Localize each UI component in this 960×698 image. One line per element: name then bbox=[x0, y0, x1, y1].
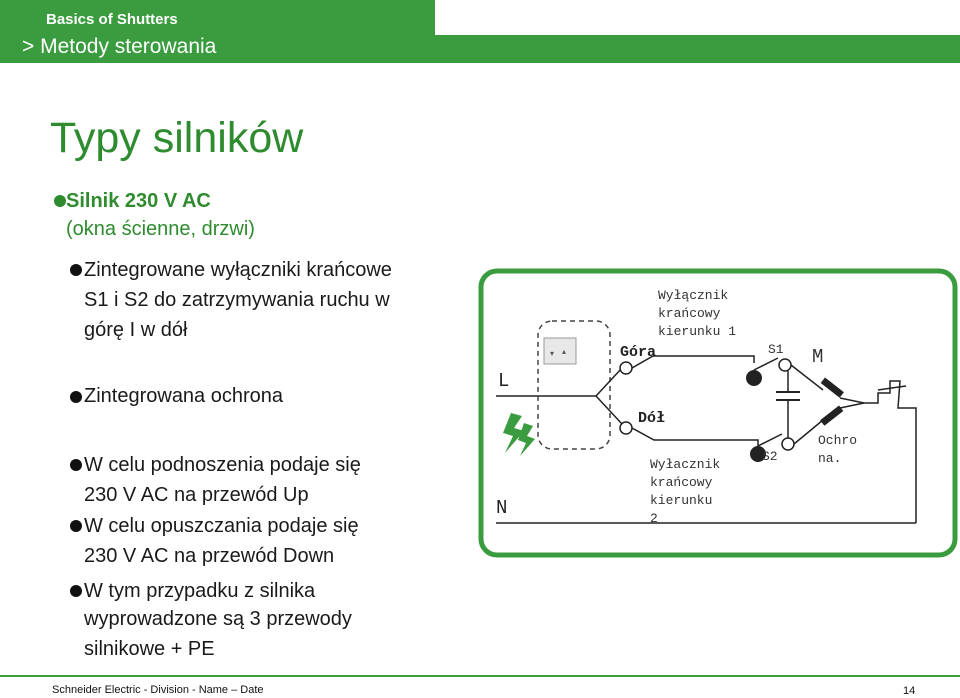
bullet-text: silnikowe + PE bbox=[84, 638, 215, 660]
footer-divider bbox=[0, 675, 960, 677]
bullet-icon bbox=[70, 520, 82, 532]
page-title: Typy silników bbox=[50, 114, 304, 162]
footer-text: Schneider Electric - Division - Name – Date bbox=[52, 684, 264, 696]
terminal-s1 bbox=[779, 359, 791, 371]
bullet-text: W celu opuszczania podaje się bbox=[84, 515, 359, 537]
header-band bbox=[0, 0, 960, 67]
arrow-up-icon: ▴ bbox=[562, 347, 567, 356]
s1-label: S1 bbox=[768, 342, 784, 357]
header-divider bbox=[0, 63, 960, 65]
protection-text: Ochro bbox=[818, 433, 858, 448]
bullet-icon bbox=[70, 459, 82, 471]
bullet-text: 230 V AC na przewód Down bbox=[84, 545, 335, 567]
bullet-text: 230 V AC na przewód Up bbox=[84, 484, 309, 506]
bullet-text: Zintegrowane wyłączniki krańcowe bbox=[84, 259, 392, 281]
switch1-text: kierunku 1 bbox=[658, 324, 737, 339]
terminal-s2 bbox=[782, 438, 794, 450]
bullet-text: S1 i S2 do zatrzymywania ruchu w bbox=[84, 289, 390, 311]
motor-label: M bbox=[812, 346, 824, 368]
main-bullet-title: Silnik 230 V AC bbox=[66, 190, 211, 212]
switch2-text: 2 bbox=[650, 511, 658, 526]
bullet-text: górę I w dół bbox=[84, 319, 188, 341]
brand-title: Basics of Shutters bbox=[46, 11, 178, 28]
switch2-text: Wyłacznik bbox=[650, 457, 721, 472]
label-L: L bbox=[498, 370, 510, 392]
arrow-down-icon: ▾ bbox=[550, 349, 555, 358]
up-label: Góra bbox=[620, 344, 657, 361]
down-label: Dół bbox=[638, 410, 666, 427]
switch1-text: Wyłącznik bbox=[658, 288, 729, 303]
bullet-text: Zintegrowana ochrona bbox=[84, 385, 284, 407]
switch2-text: krańcowy bbox=[650, 475, 713, 490]
limit-switch-s1-contact bbox=[746, 370, 762, 386]
terminal-down bbox=[620, 422, 632, 434]
switch2-text: kierunku bbox=[650, 493, 713, 508]
main-bullet-subtitle: (okna ścienne, drzwi) bbox=[66, 218, 255, 240]
wiring-diagram bbox=[478, 268, 958, 558]
bullet-text: wyprowadzone są 3 przewody bbox=[84, 608, 352, 630]
bullet-icon bbox=[54, 195, 66, 207]
bullet-icon bbox=[70, 264, 82, 276]
breadcrumb: > Metody sterowania bbox=[22, 35, 217, 58]
protection-text: na. bbox=[818, 451, 842, 466]
s2-label: S2 bbox=[762, 449, 778, 464]
page-number: 14 bbox=[903, 685, 916, 697]
switch1-text: krańcowy bbox=[658, 306, 721, 321]
label-N: N bbox=[496, 497, 508, 519]
terminal-up bbox=[620, 362, 632, 374]
bullet-icon bbox=[70, 391, 82, 403]
bullet-icon bbox=[70, 585, 82, 597]
bullet-text: W tym przypadku z silnika bbox=[84, 580, 316, 602]
bullet-text: W celu podnoszenia podaje się bbox=[84, 454, 361, 476]
control-switch-button bbox=[544, 338, 576, 364]
